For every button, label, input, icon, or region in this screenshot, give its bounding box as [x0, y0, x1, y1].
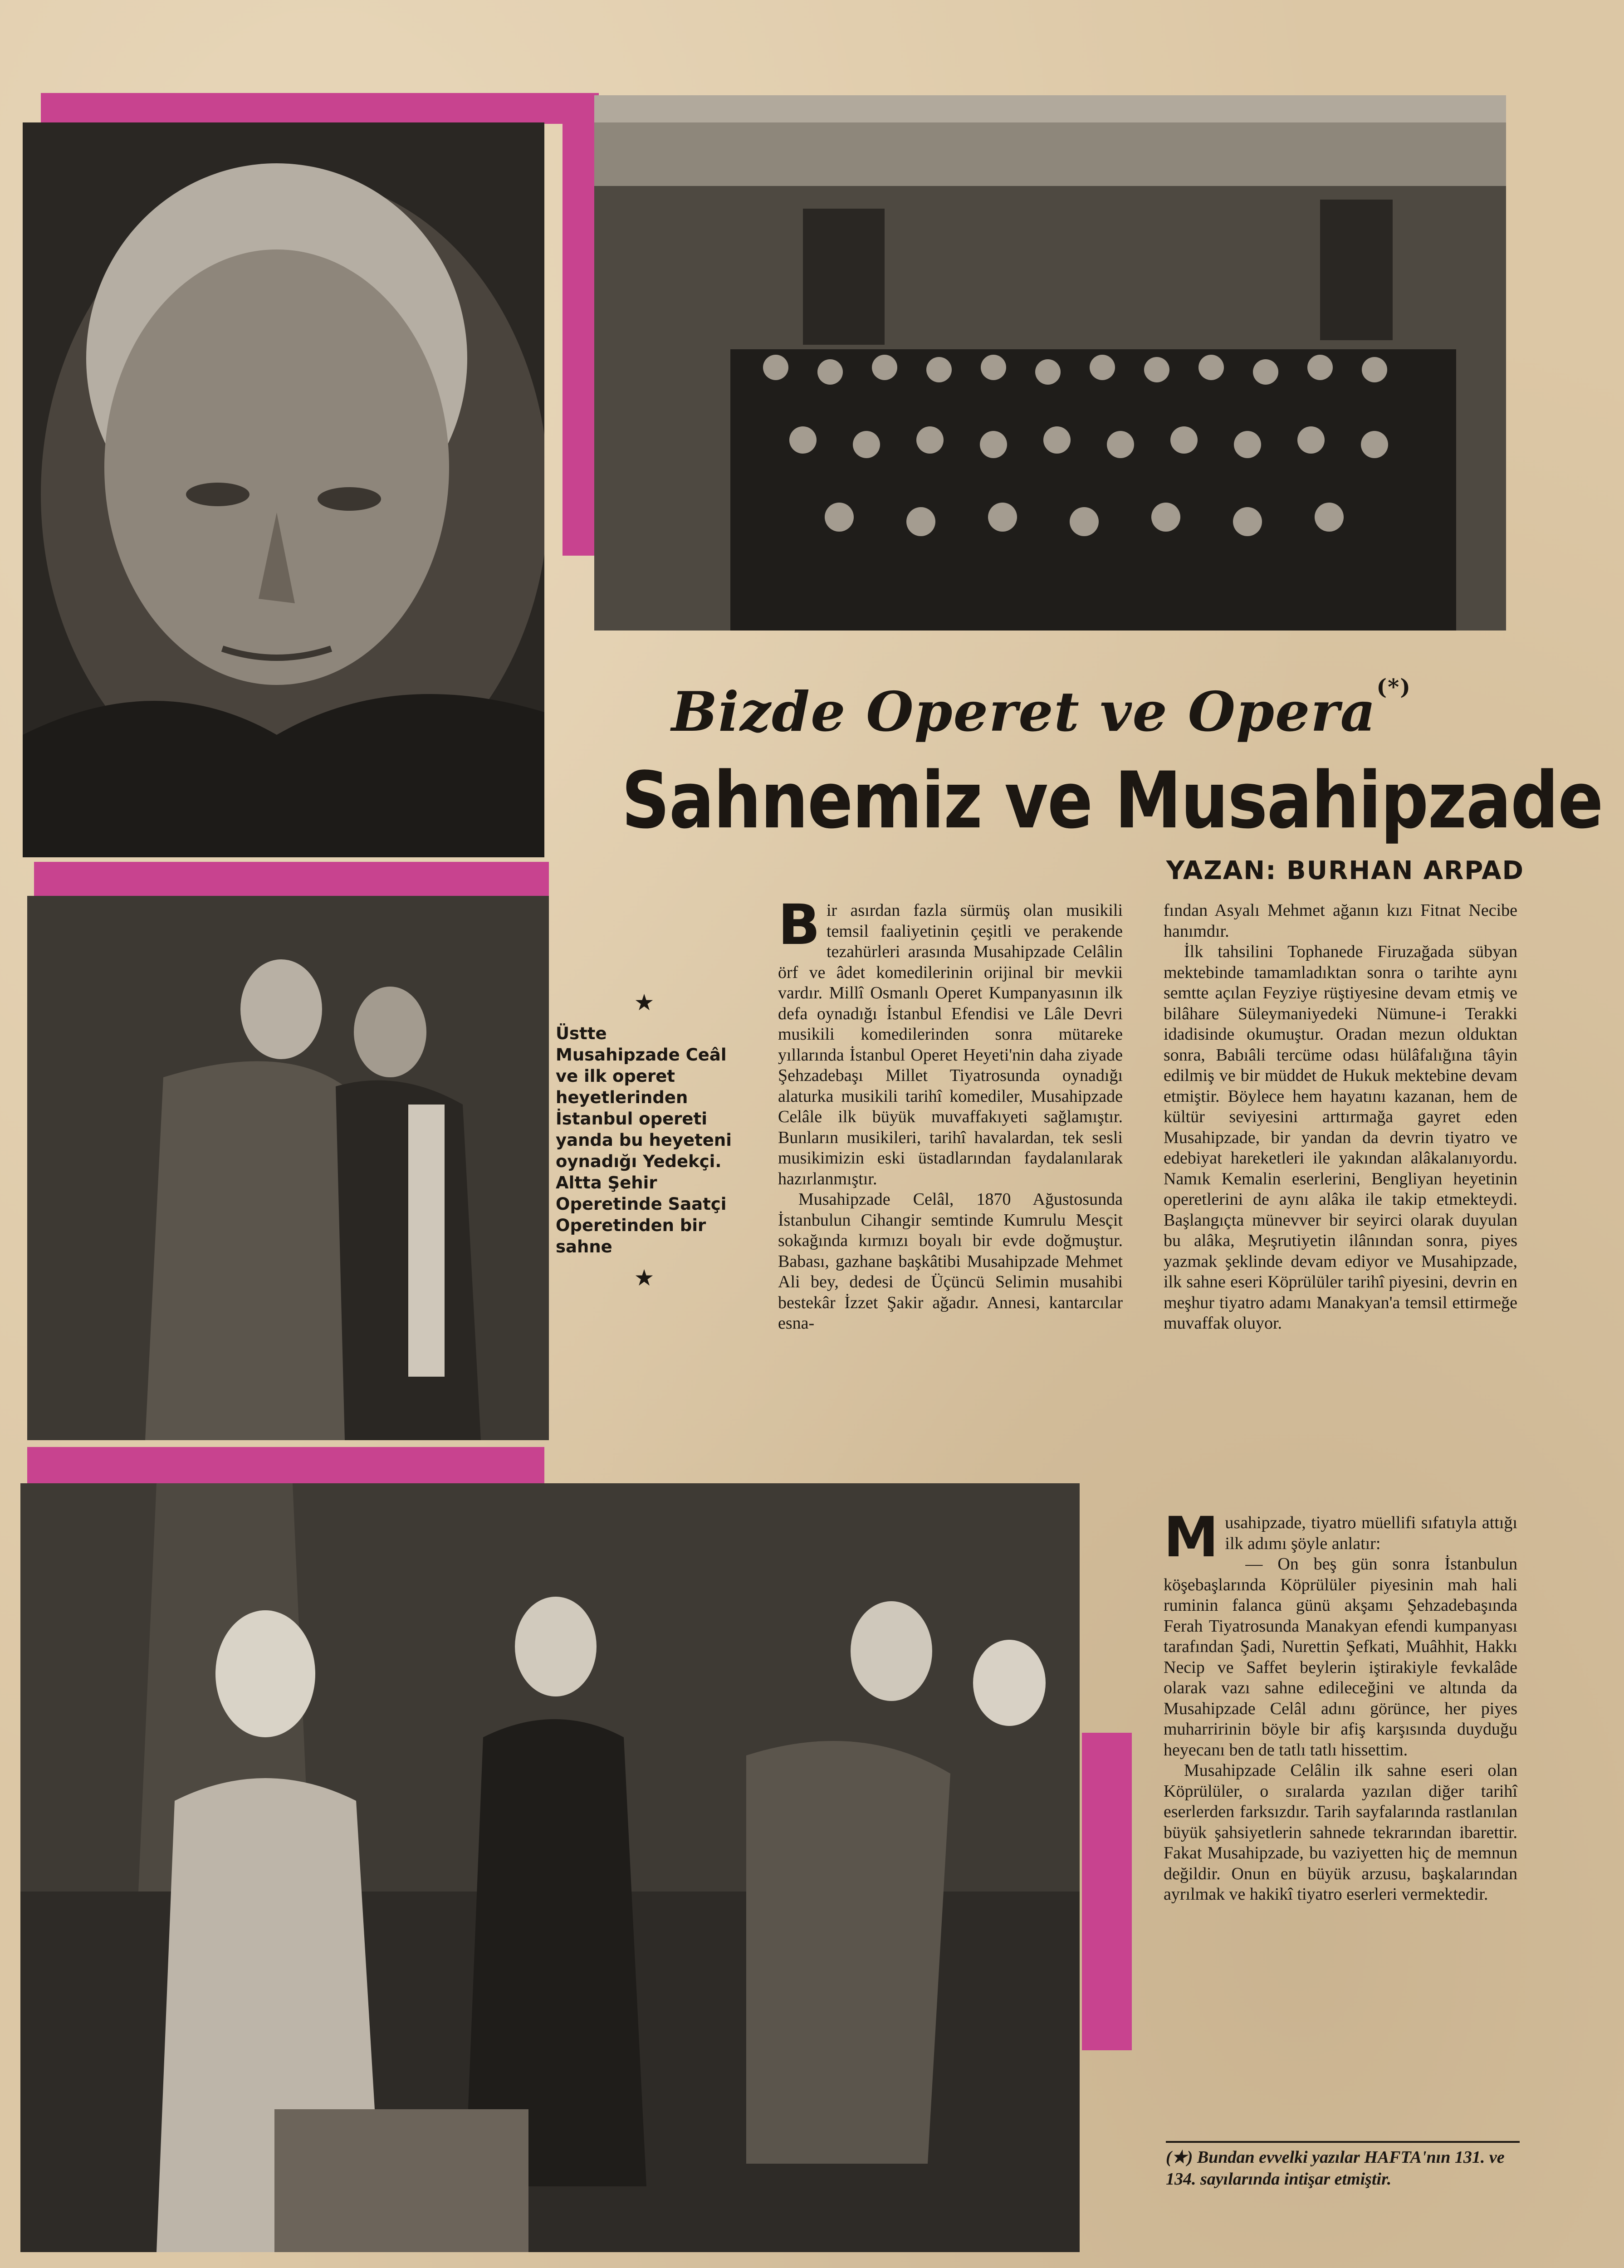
magenta-marker-lower: [27, 1447, 544, 1487]
article-column-2: [1164, 900, 1517, 1499]
subtitle-footnote-mark: (*): [1376, 675, 1411, 700]
article-subtitle: [671, 667, 1443, 758]
article-column-1: [778, 893, 1123, 1486]
photo-operet-group: [594, 95, 1506, 631]
column-1-paragraph-1: [778, 893, 1123, 1189]
yedekci-illustration: [27, 896, 549, 1440]
magenta-marker-top-right: [563, 93, 594, 556]
column-3-paragraph-2: — On beş gün sonra İstanbulun köşebaşlarında Köprülüler piyesinin mah hali ruminin falanca günü akşamı Şehzadebaşında Ferah Tiyatrosunda Manakyan efendi kumpanyası tarafından Şadi, Nurettin Şefkati, Muâhhit, Hakkı Necip ve Saffet beylerin iştirakiyle fevkalâde olarak vazı sahne edileceğini ve altında da Musahipzade Celâl adını görünce, her piyes muharririnin böyle bir afiş karşısında duyduğu heyecanı ben de tatlı tatlı hissettim.: [1164, 1554, 1517, 1760]
portrait-illustration: [23, 122, 544, 857]
column-3-paragraph-1: [1164, 1505, 1517, 1569]
dropcap-m: M: [1164, 1505, 1219, 1569]
photo-yedekci-scene: [27, 896, 549, 1440]
magenta-marker-middle: [34, 862, 549, 898]
article-byline: YAZAN: BURHAN ARPAD: [1166, 856, 1524, 885]
column-1-paragraph-2: Musahipzade Celâl, 1870 Ağustosunda İstanbulun Cihangir semtinde Kumrulu Mesçit sokağında kırmızı boyalı bir evde doğmuştur. Babası, gazhane başkâtibi Musahipzade Mehmet Ali bey, dedesi de Üçüncü Selimin musahibi bestekâr İzzet Şakir ağadır. Annesi, kantarcılar esna-: [778, 1190, 1123, 1333]
column-2-paragraph-2: İlk tahsilini Tophanede Firuzağada sübyan mektebinde tamamladıktan sonra o tarihte aynı semtte açılan Feyziye rüştiyesine devam etmiş ve bilâhare Süleymaniyedeki Nümune-i Terakki idadisinde okumuştur. Oradan mezun olduktan sonra, Babıâli tercüme odası hülâfalığına tâyin edilmiş ve bir müddet de Hukuk mektebine devam etmiştir. Böylece hem hayatını kazanan, hem de kültür seviyesini arttırmağa gayret eden Musahipzade, bir yandan da devrin tiyatro ve edebiyat hareketleri ile yakından alâkalanıyordu. Namık Kemalin eserlerini, Bengliyan heyetinin operetlerini de aynı alâka ile takip etmekteydi. Başlangıçta münevver bir seyirci olarak duyulan bu alâka, Meşrutiyetin ilânından sonra, piyes yazmak şeklinde devam ediyor ve Musahipzade, ilk sahne eseri Köprülüler tarihî piyesini, devrin en meşhur tiyatro adamı Manakyan'a temsil ettirmeğe muvaffak oluyor.: [1164, 942, 1517, 1333]
column-1-paragraph-1-text: ir asırdan fazla sürmüş olan musikili temsil faaliyetinin çeşitli ve perakende tezahürleri arasında Musahipzade Celâlin örf ve âdet komedilerinin orijinal bir mevkii vardır. Millî Osmanlı Operet Kumpanyasının ilk defa oynadığı İstanbul Efendisi ve Lâle Devri musikili komedilerinden sonra mütareke yıllarında İstanbul Operet Heyeti'nin daha ziyade Şehzadebaşı Millet Tiyatrosunda oynadığı alaturka musikili tarihî komediler, Musahipzade Celâle ilk büyük muvaffakıyeti sağlamıştır. Bunların musikileri, tarihî havalardan, tek sesli musikimizin eski üstadlarından faydalanılarak hazırlanmıştır.: [778, 901, 1123, 1188]
column-3-paragraph-3: Musahipzade Celâlin ilk sahne eseri olan Köprülüler, o sıralarda yazılan diğer tarihî eserlerden farksızdır. Tarih sayfalarında rastlanılan büyük şahsiyetlerin sahnede tekrarından ibarettir. Fakat Musahipzade, bu vaziyetten hiç de memnun değildir. Onun en büyük arzusu, başkalarından ayrılmak ve hakikî tiyatro eserleri vermektedir.: [1164, 1761, 1517, 1904]
dropcap-b: B: [778, 893, 820, 957]
magenta-marker-right: [1082, 1733, 1132, 2050]
article-column-3: [1164, 1505, 1517, 2130]
subtitle-text: Bizde Operet ve Opera: [671, 680, 1377, 744]
magenta-marker-top: [41, 93, 599, 124]
caption-star-bottom: ★: [634, 1265, 655, 1291]
photo-saatci-scene: [20, 1483, 1080, 2252]
column-3-paragraph-1-text: usahipzade, tiyatro müellifi sıfatıyla attığı ilk adımı şöyle anlatır:: [1225, 1513, 1517, 1553]
article-footnote: (★) Bundan evvelki yazılar HAFTA'nın 131. ve 134. sayılarında intişar etmiştir.: [1166, 2141, 1520, 2237]
saatci-illustration: [20, 1483, 1080, 2252]
group-illustration: [594, 95, 1506, 631]
article-headline: Sahnemiz ve Musahipzade: [621, 755, 1603, 846]
caption-star-top: ★: [634, 989, 655, 1016]
photo-caption: [556, 987, 733, 1404]
caption-text: Üstte Musahipzade Ceâl ve ilk operet heyetlerinden İstanbul opereti yanda bu heyeteni oynadığı Yedekçi. Altta Şehir Operetinde Saatçi Operetinden bir sahne: [556, 1024, 732, 1256]
column-2-paragraph-1: fından Asyalı Mehmet ağanın kızı Fitnat Necibe hanımdır.: [1164, 901, 1517, 941]
photo-portrait-musahipzade: [23, 122, 544, 857]
